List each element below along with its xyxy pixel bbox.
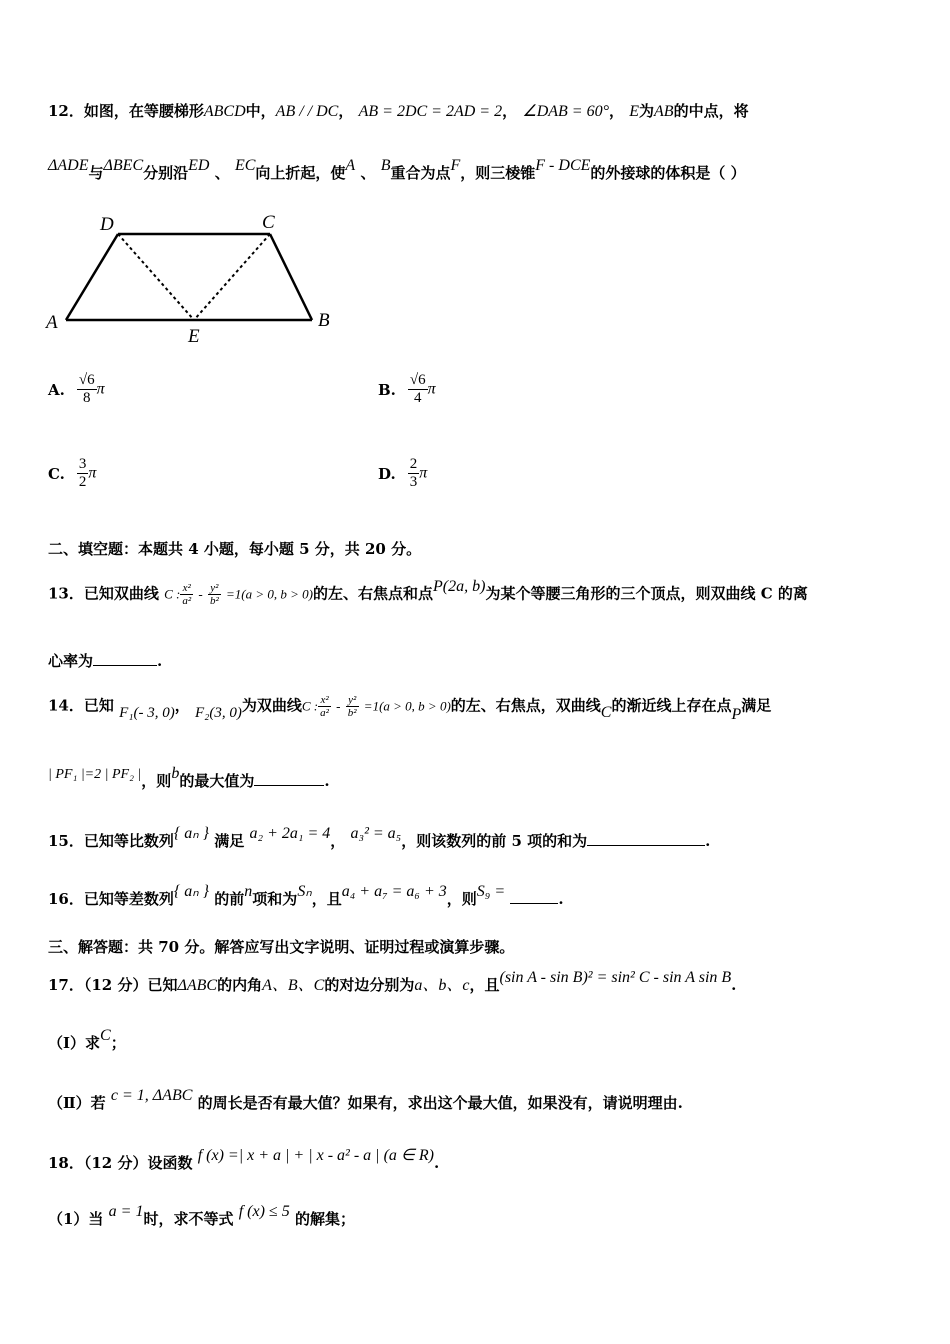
q18-line: [48, 1147, 950, 1173]
q15-line: [48, 825, 950, 851]
fraction-numerator: √6: [78, 372, 95, 388]
fraction-numerator: y²: [208, 582, 221, 595]
q16-text: 的前: [214, 890, 245, 908]
q12-text: 的中点，将: [673, 102, 749, 120]
fraction-denominator: b²: [347, 707, 357, 719]
fraction-denominator: a²: [320, 707, 329, 719]
q13-frac-x: [180, 582, 193, 607]
q12-text: 为: [639, 102, 655, 120]
q18-part1: [48, 1203, 950, 1229]
q15-cond1: a₂ + 2a₁ = 4: [249, 825, 331, 842]
q17-intro: 17．（12 分）已知: [48, 976, 178, 994]
q17-part1: [48, 1027, 950, 1053]
q16-n: n: [244, 883, 253, 900]
q18-function: f (x) =| x + a | + | x - a² - a | (a ∈ R): [197, 1147, 434, 1164]
fraction-denominator: 2: [78, 474, 87, 490]
option-label: A.: [48, 380, 65, 399]
q18-text: 时，求不等式: [143, 1210, 234, 1228]
q14-cond: =1(a > 0, b > 0): [363, 698, 451, 714]
option-b[interactable]: [378, 372, 436, 407]
q16-text: ，则: [446, 890, 477, 908]
minus-sign: -: [198, 586, 203, 602]
q17-triangle: ΔABC: [177, 977, 218, 994]
q12-text: 分别沿: [143, 164, 189, 182]
q17-line: [48, 969, 950, 995]
fraction-denominator: b²: [209, 595, 219, 607]
q13-line1: [48, 577, 950, 607]
option-c[interactable]: [48, 456, 96, 491]
q12-comma: ，: [608, 102, 624, 120]
q15-text: ，: [330, 832, 346, 850]
q14-text: 的渐近线上存在点: [611, 696, 732, 715]
q15-text: .: [705, 832, 711, 850]
q14-frac-x: [318, 694, 331, 719]
q14-text: 的左、右焦点，双曲线: [450, 696, 601, 715]
fraction-numerator: √6: [409, 372, 426, 388]
q14-b: b: [171, 765, 180, 782]
edge-cb: [270, 234, 312, 320]
q15-intro: 15．已知等比数列: [48, 832, 174, 850]
q13-cond: =1(a > 0, b > 0): [226, 586, 314, 602]
q17-c: C: [100, 1027, 111, 1044]
q14-eq: | PF₁ |=2 | PF₂ |: [48, 767, 142, 782]
q13-text: .: [157, 652, 163, 670]
q16-sn: Sₙ: [297, 883, 312, 900]
fraction-numerator: 3: [78, 456, 87, 472]
option-label: B.: [378, 380, 396, 399]
option-a[interactable]: [48, 372, 105, 407]
q14-text: ，则: [141, 772, 172, 790]
q17-equation: (sin A - sin B)² = sin² C - sin A sin B: [499, 969, 732, 986]
q12-text: 重合为点: [390, 164, 451, 182]
q17-text: 的内角: [217, 976, 263, 994]
option-label: D.: [378, 464, 396, 483]
label-b: B: [318, 310, 330, 331]
fraction-denominator: 8: [82, 390, 91, 406]
q17-text: .: [731, 976, 737, 994]
q12-text: 与: [88, 164, 104, 182]
q14-c2: C: [600, 703, 612, 721]
q13-c: C :: [164, 586, 181, 602]
label-d: D: [100, 214, 114, 235]
q13-text: 的左、右焦点和点: [313, 584, 434, 603]
pi-symbol: π: [96, 380, 105, 398]
q12-ed: ED: [188, 157, 210, 174]
q12-cond1: AB / / DC: [275, 103, 339, 120]
q15-text: 满足: [214, 832, 245, 850]
q16-seq: { aₙ }: [173, 883, 210, 900]
q17-sides: a、b、c: [414, 977, 470, 994]
fraction-numerator: x²: [318, 694, 331, 707]
section2-heading: 二、填空题：本题共 4 小题，每小题 5 分，共 20 分。: [48, 540, 422, 558]
q17-part2-cond: c = 1, ΔABC: [110, 1087, 193, 1104]
fraction-denominator: 4: [414, 390, 422, 406]
q12-cond3: ∠DAB = 60°: [522, 103, 609, 120]
q12-text: 、: [360, 164, 376, 182]
q12-cond2: AB = 2DC = 2AD = 2: [358, 103, 503, 120]
q12-text: 中，: [245, 102, 276, 120]
q12-text: 的外接球的体积是（ ）: [590, 164, 746, 182]
minus-sign: -: [336, 698, 341, 714]
q14-point-p: P: [731, 705, 742, 723]
edge-ce: [194, 234, 270, 320]
q12-e: E: [629, 103, 640, 120]
q18-part1-cond: a = 1: [108, 1203, 144, 1220]
q14-line2: [48, 765, 950, 791]
q16-text: 项和为: [252, 890, 298, 908]
q17-text: 的对边分别为: [324, 976, 415, 994]
q14-text: 的最大值为: [179, 772, 255, 790]
fraction-numerator: y²: [346, 694, 359, 707]
fraction-numerator: 2: [409, 456, 418, 472]
option-label: C.: [48, 464, 65, 483]
q14-text: .: [324, 772, 330, 790]
label-c: C: [262, 212, 275, 233]
q18-inequality: f (x) ≤ 5: [238, 1203, 290, 1220]
q17-part1-label: （Ⅰ）求: [48, 1034, 101, 1052]
q17-text: 的周长是否有最大值？如果有，求出这个最大值，如果没有，请说明理由.: [197, 1094, 683, 1112]
q12-ab: AB: [654, 103, 674, 120]
q13-text: 心率为: [48, 652, 94, 670]
q14-text: ，: [174, 696, 190, 715]
q13-intro: 13．已知双曲线: [48, 584, 159, 603]
q12-ec: EC: [234, 157, 256, 174]
option-d[interactable]: [378, 456, 427, 491]
answer-blank[interactable]: [254, 771, 324, 786]
fraction-numerator: x²: [180, 582, 193, 595]
q12-triangle-bec: ΔBEC: [103, 157, 144, 174]
q12-text: 向上折起，使: [255, 164, 346, 182]
edge-de: [118, 234, 194, 320]
q15-text: ，则该数列的前 5 项的和为: [401, 832, 588, 850]
q16-intro: 16．已知等差数列: [48, 890, 174, 908]
q18-text: .: [433, 1154, 440, 1172]
answer-blank[interactable]: [587, 831, 705, 846]
q14-f2: F₂(3, 0): [194, 704, 242, 721]
trapezoid-figure: [40, 208, 350, 348]
q12-pyramid: F - DCE: [535, 157, 591, 174]
q17-text: ，且: [469, 976, 500, 994]
q14-frac-y: [346, 694, 359, 719]
q12-shape: ABCD: [203, 103, 246, 120]
q16-s9: S₉ =: [476, 883, 506, 900]
q17-angles: A、B、C: [262, 977, 325, 994]
q16-text: .: [558, 890, 564, 908]
q12-a: A: [345, 157, 356, 174]
q12-f: F: [450, 157, 461, 174]
q18-intro: 18．（12 分）设函数: [48, 1154, 193, 1172]
q18-text: 的解集；: [294, 1210, 355, 1228]
q14-text: 满足: [741, 696, 772, 715]
answer-blank[interactable]: [93, 651, 157, 666]
q13-point-p: P(2a, b): [433, 577, 486, 595]
q13-frac-y: [208, 582, 221, 607]
pi-symbol: π: [427, 380, 436, 398]
section3-heading: 三、解答题：共 70 分。解答应写出文字说明、证明过程或演算步骤。: [48, 938, 515, 956]
label-e: E: [188, 326, 200, 347]
option-fraction: [77, 456, 89, 491]
q12-line2: [48, 157, 950, 183]
q12-triangle-ade: ΔADE: [48, 157, 89, 174]
q18-part1-label: （1）当: [48, 1210, 104, 1228]
q14-c: C :: [301, 698, 319, 714]
q12-text: 、: [214, 164, 230, 182]
fraction-denominator: 3: [409, 474, 418, 490]
q15-seq: { aₙ }: [173, 825, 210, 842]
q13-line2: [48, 650, 950, 671]
q16-line: [48, 883, 950, 909]
option-fraction: [408, 456, 420, 491]
option-fraction: [77, 372, 97, 407]
q17-part2-label: （Ⅱ）若: [48, 1094, 106, 1112]
q12-text: ，则三棱锥: [460, 164, 536, 182]
option-fraction: [408, 372, 428, 407]
pi-symbol: π: [88, 464, 97, 482]
q12-intro: 12．如图，在等腰梯形: [48, 102, 204, 120]
q12-line1: [48, 100, 950, 121]
q12-b: B: [380, 157, 391, 174]
q16-cond: a₄ + a₇ = a₆ + 3: [341, 883, 447, 900]
q14-line1: [48, 694, 950, 723]
pi-symbol: π: [419, 464, 428, 482]
q13-text: 为某个等腰三角形的三个顶点，则双曲线 C 的离: [485, 584, 808, 603]
q12-comma: ，: [338, 102, 354, 120]
q17-part2: [48, 1087, 950, 1113]
q15-cond2: a₃² = a₅: [350, 825, 402, 842]
q12-comma: ，: [502, 102, 518, 120]
answer-blank[interactable]: [510, 889, 558, 904]
fraction-denominator: a²: [182, 595, 192, 607]
q14-intro: 14．已知: [48, 696, 114, 715]
q14-f1: F₁(- 3, 0): [119, 704, 175, 721]
q17-text: ；: [110, 1034, 126, 1052]
q14-text: 为双曲线: [241, 696, 302, 715]
q16-text: ，且: [311, 890, 342, 908]
label-a: A: [46, 312, 58, 333]
edge-ad: [66, 234, 118, 320]
